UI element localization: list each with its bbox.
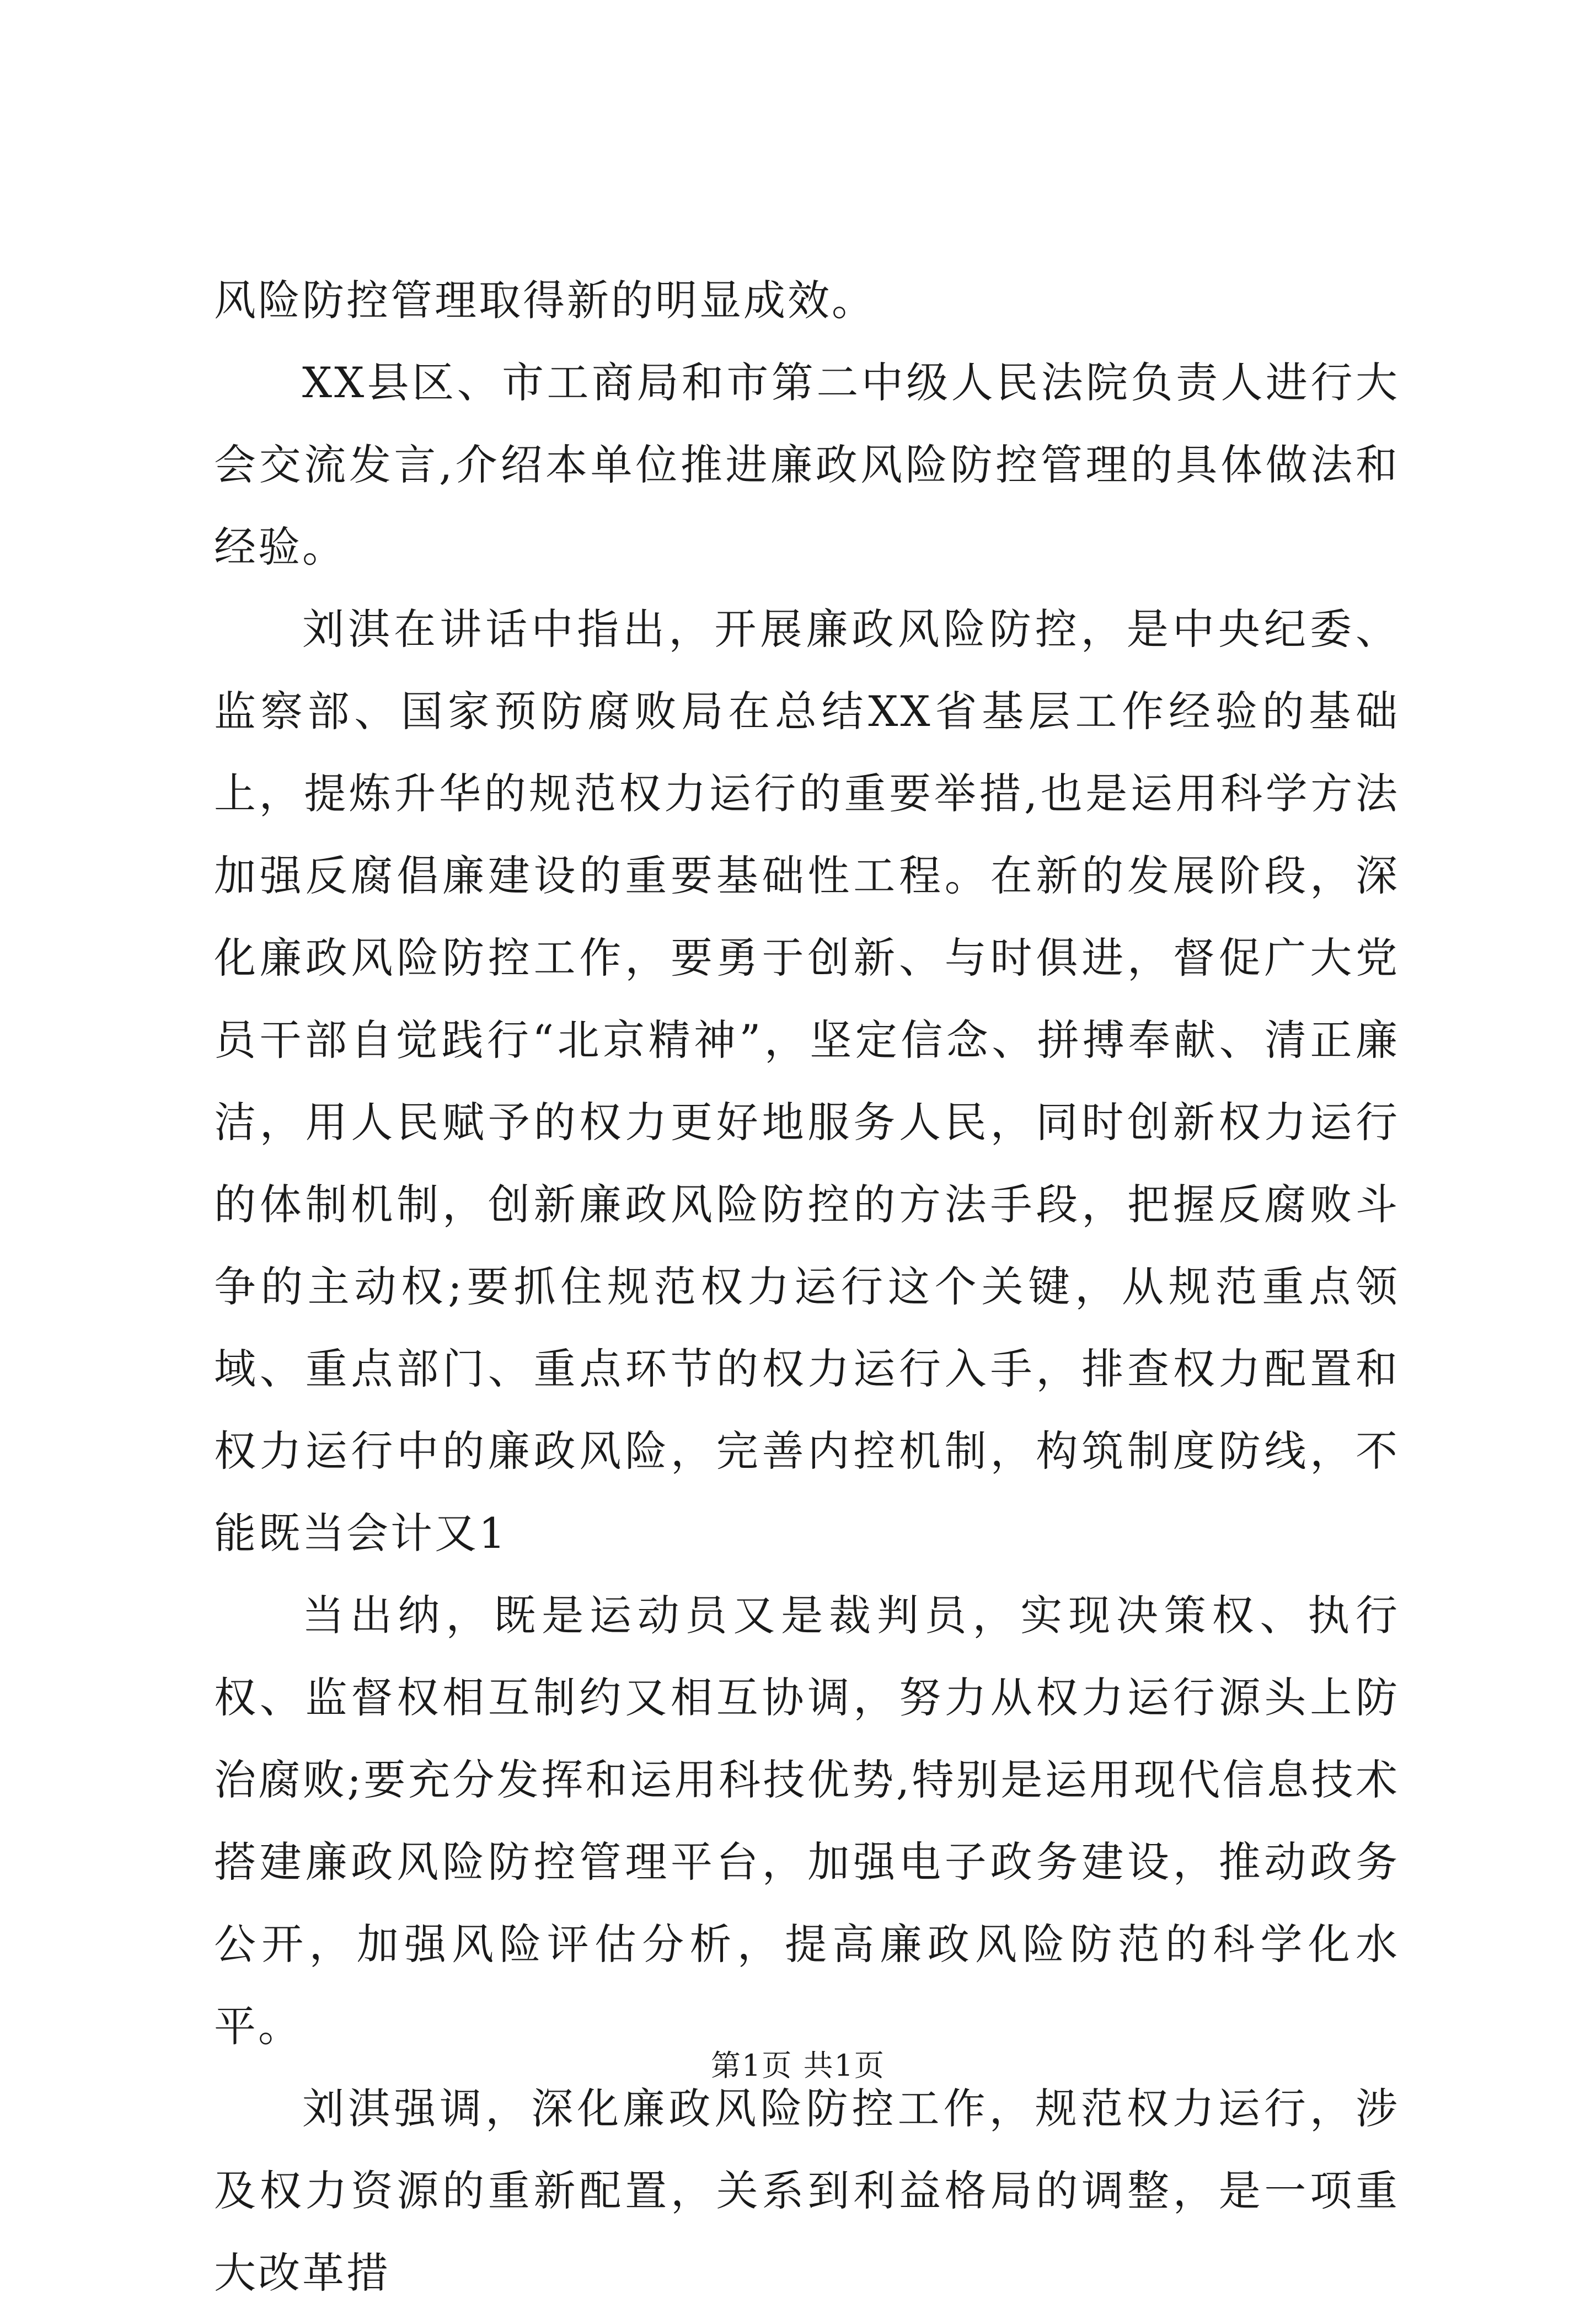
paragraph-liu-qi-speech: 刘淇在讲话中指出，开展廉政风险防控，是中央纪委、监察部、国家预防腐败局在总结XX省基层工作经验的基础上，提炼升华的规范权力运行的重要举措,也是运用科学方法加强反腐倡廉建设的重要基础性工程。在新的发展阶段，深化廉政风险防控工作，要勇于创新、与时俱进，督促广大党员干部自觉践行“北京精神”，坚定信念、拼搏奉献、清正廉洁，用人民赋予的权力更好地服务人民，同时创新权力运行的体制机制，创新廉政风险防控的方法手段，把握反腐败斗争的主动权;要抓住规范权力运行这个关键，从规范重点领域、重点部门、重点环节的权力运行入手，排查权力配置和权力运行中的廉政风险，完善内控机制，构筑制度防线，不能既当会计又1 [214,605,1400,1558]
paragraph-liu-qi-emphasis: 刘淇强调，深化廉政风险防控工作，规范权力运行，涉及权力资源的重新配置，关系到利益格局的调整，是一项重大改革措 [214,2084,1400,2297]
paragraph-continuation: 风险防控管理取得新的明显成效。 [214,276,876,325]
page-number-footer: 第1页 共1页 [711,2048,885,2083]
paragraph-exchange-speech: XX县区、市工商局和市第二中级人民法院负责人进行大会交流发言,介绍本单位推进廉政风险防控管理的具体做法和经验。 [214,358,1400,571]
document-body [214,259,1400,2314]
paragraph-cashier-continuation: 当出纳，既是运动员又是裁判员，实现决策权、执行权、监督权相互制约又相互协调，努力从权力运行源头上防治腐败;要充分发挥和运用科技优势,特别是运用现代信息技术搭建廉政风险防控管理平台，加强电子政务建设，推动政务公开，加强风险评估分析，提高廉政风险防范的科学化水平。 [214,1591,1400,2051]
